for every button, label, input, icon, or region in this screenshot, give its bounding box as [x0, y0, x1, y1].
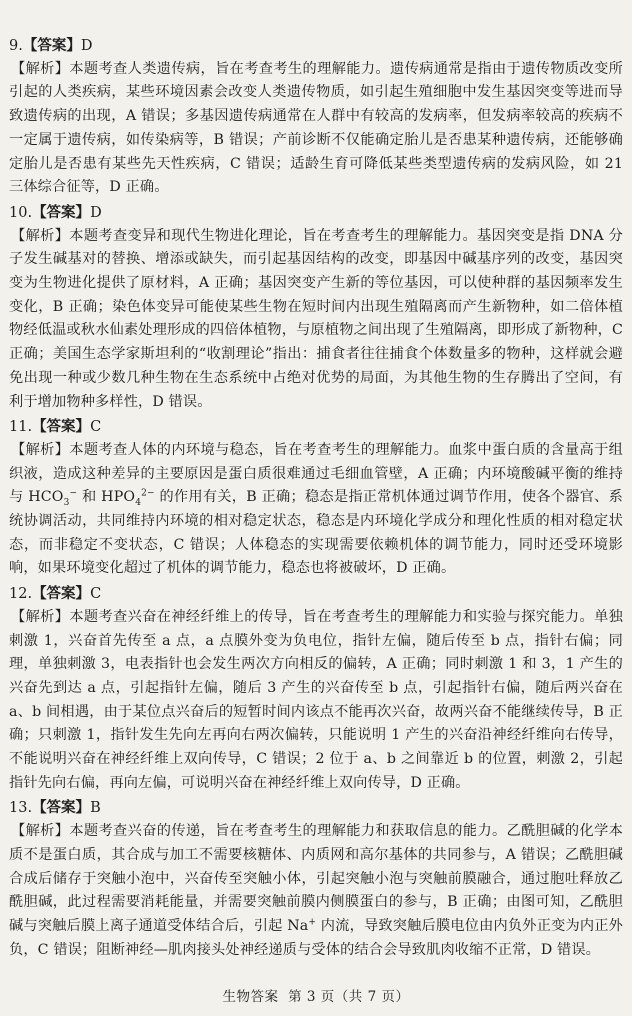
analysis-text-part: 的作用有关，B 正确；稳态是指正常机体通过调节作用，使各个器官、系统协调活动，共同维持内环境的相对稳定状态，稳态是内环境化学成分和理化性质的相对稳定状态，而非稳定不变状态，C 错误；人体稳态的实现需要依赖机体的调节能力，同时还受环境影响，如果环境变化超过了机体的调节能力，稳态也将被破坏，D 正确。 — [9, 489, 623, 577]
analysis-paragraph — [9, 820, 623, 962]
analysis-paragraph — [9, 58, 623, 200]
analysis-tag: 【解析】 — [11, 227, 70, 244]
page-footer — [0, 985, 632, 1005]
answer-line — [9, 796, 623, 820]
analysis-tag: 【解析】 — [11, 441, 70, 458]
answer-tag: 【答案】 — [32, 585, 91, 603]
analysis-text-part: 本题考查人体的内环境与稳态，旨在考查考生的理解能力。血浆中蛋白质的含量高于组织液，造成这种差异的主要原因是蛋白质很难通过毛细血管壁，A 正确；内环境酸碱平衡的维持与 HCO — [9, 441, 623, 506]
answer-value: B — [90, 800, 101, 817]
analysis-tag: 【解析】 — [11, 823, 70, 840]
answer-tag: 【答案】 — [32, 799, 91, 817]
answer-line — [9, 582, 623, 606]
question-9 — [9, 34, 623, 200]
analysis-paragraph — [9, 606, 623, 796]
question-10 — [9, 201, 623, 414]
footer-page-number: 第 3 页（共 7 页） — [288, 989, 410, 1005]
analysis-text: 本题考查变异和现代生物进化理论，旨在考查考生的理解能力。基因突变是指 DNA 分子发生碱基对的替换、增添或缺失，而引起基因结构的改变，即基因中碱基序列的改变，基因突变为生物进化提供了原材料，A 正确；基因突变产生新的等位基因，可以使种群的基因频率发生变化，B 正确；染色体变异可能使某些生物在短时间内出现生殖隔离而产生新物种，如二倍体植物经低温或秋水仙素处理形成的四倍体植物，与原植物之间出现了生殖隔离，即形成了新物种，C 正确；美国生态学家斯坦利的“收割理论”指出：捕食者往往捕食个体数量多的物种，这样就会避免出现一种或少数几种生物在生态系统中占绝对优势的局面，为其他生物的生存腾出了空间，有利于增加物种多样性，D 错误。 — [9, 227, 623, 410]
bicarbonate-charge: − — [69, 488, 78, 499]
analysis-paragraph — [9, 225, 623, 415]
answer-tag: 【答案】 — [22, 37, 81, 54]
question-number: 9. — [9, 38, 23, 54]
answer-line — [9, 415, 623, 439]
analysis-text: 本题考查兴奋在神经纤维上的传导，旨在考查考生的理解能力和实验与探究能力。单独刺激 1，兴奋首先传至 a 点，a 点膜外变为负电位，指针左偏，随后传至 b 点，指针右偏；同理，单独刺激 3，电表指针也会发生两次方向相反的偏转，A 正确；同时刺激 1 和 3，1 产生的兴奋先到达 a 点，引起指针左偏，随后 3 产生的兴奋传至 b 点，引起指针右偏，随后两兴奋在 a、b 间相遇，由于某位点兴奋后的短暂时间内该点不能再次兴奋，故两兴奋不能继续传导，B 正确；只刺激 1，指针发生先向左再向右两次偏转，只能说明 1 产生的兴奋沿神经纤维向右传导，不能说明兴奋在神经纤维上双向传导，C 错误；2 位于 a、b 之间靠近 b 的位置，刺激 2，引起指针先向右偏，再向左偏，可说明兴奋在神经纤维上双向传导，D 正确。 — [9, 608, 623, 791]
analysis-tag: 【解析】 — [11, 60, 70, 77]
footer-subject: 生物答案 — [222, 989, 279, 1005]
analysis-text-part: 本题考查兴奋的传递，旨在考查考生的理解能力和获取信息的能力。乙酰胆碱的化学本质不是蛋白质，其合成与加工不需要核糖体、内质网和高尔基体的共同参与，A 错误；乙酰胆碱合成后储存于突触小泡中，兴奋传至突触小体，引起突触小泡与突触前膜融合，通过胞吐释放乙酰胆碱，此过程需要消耗能量，并需要突触前膜内侧膜蛋白的参与，B 正确；由图可知，乙酰胆碱与突触后膜上离子通道受体结合后，引起 Na — [9, 823, 623, 934]
answer-content — [9, 34, 623, 963]
analysis-tag: 【解析】 — [11, 608, 70, 625]
question-number: 12. — [9, 586, 33, 603]
answer-value: D — [80, 38, 93, 54]
sodium-charge: + — [308, 917, 317, 928]
analysis-text-part: 内流，导致突触后膜电位由内负外正变为内正外负，C 错误；阻断神经—肌肉接头处神经递质与受体的结合会导致肌肉收缩不正常，D 错误。 — [9, 917, 624, 958]
phosphate-subscript: 4 — [135, 498, 142, 509]
analysis-paragraph — [9, 439, 623, 581]
phosphate-charge: 2− — [141, 488, 155, 499]
question-number: 11. — [9, 419, 33, 436]
answer-tag: 【答案】 — [32, 203, 91, 221]
answer-value: D — [90, 204, 102, 221]
question-12 — [9, 582, 623, 795]
question-11 — [9, 415, 623, 581]
question-number: 13. — [9, 800, 33, 817]
question-13 — [9, 796, 623, 962]
answer-line — [9, 34, 623, 58]
analysis-text-part: 和 HPO — [77, 489, 136, 506]
answer-line — [9, 201, 623, 225]
question-number: 10. — [9, 204, 33, 221]
analysis-text: 本题考查人类遗传病，旨在考查考生的理解能力。遗传病通常是指由于遗传物质改变所引起的人类疾病，某些环境因素会改变人类遗传物质，如引起生殖细胞中发生基因突变等进而导致遗传病的出现，A 错误；多基因遗传病通常在人群中有较高的发病率，但发病率较高的疾病不一定属于遗传病，如传染病等，B 错误；产前诊断不仅能确定胎儿是否患某种遗传病，还能够确定胎儿是否患有某些先天性疾病，C 错误；适龄生育可降低某些类型遗传病的发病风险，如 21 三体综合征等，D 正确。 — [9, 60, 623, 196]
answer-value: C — [90, 586, 102, 603]
bicarbonate-subscript: 3 — [63, 498, 70, 509]
answer-value: C — [90, 419, 102, 436]
answer-tag: 【答案】 — [32, 418, 91, 436]
